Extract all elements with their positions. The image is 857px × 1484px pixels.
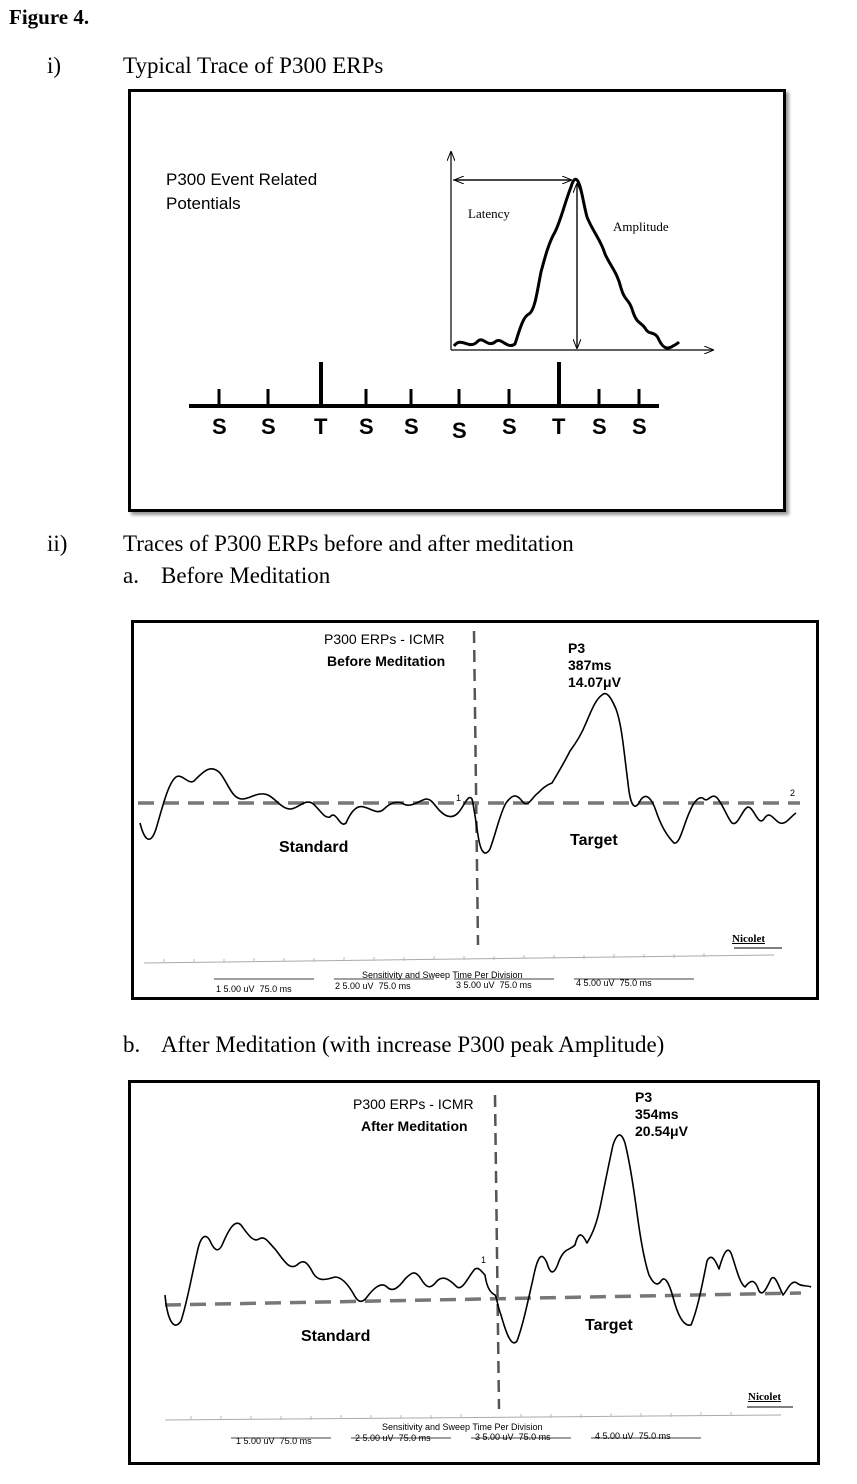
before-standard-label: Standard — [279, 839, 349, 856]
section-i-title: Typical Trace of P300 ERPs — [123, 53, 384, 78]
after-channel-2: 2 5.00 uV 75.0 ms — [355, 1433, 431, 1443]
figure-title: Figure 4. — [9, 5, 90, 29]
section-i-number: i) — [47, 53, 62, 78]
before-channel-4: 4 5.00 uV 75.0 ms — [576, 978, 652, 988]
before-erp-title: P300 ERPs - ICMR — [324, 631, 445, 647]
after-channel-1: 1 5.00 uV 75.0 ms — [236, 1436, 312, 1446]
p300-heading-line1: P300 Event Related — [166, 170, 318, 189]
stimulus-letter: S — [359, 414, 374, 439]
after-erp-trace — [131, 1083, 817, 1462]
before-waveform — [140, 694, 796, 854]
after-waveform — [165, 1135, 811, 1343]
before-channel-3: 3 5.00 uV 75.0 ms — [456, 980, 532, 990]
before-sensitivity-title: Sensitivity and Sweep Time Per Division — [362, 970, 523, 980]
before-channel-2: 2 5.00 uV 75.0 ms — [335, 981, 411, 991]
before-channel-1: 1 5.00 uV 75.0 ms — [216, 984, 292, 994]
after-caption-letter: b. — [123, 1032, 141, 1057]
before-marker-1: 1 — [456, 793, 462, 803]
before-peak-amplitude: 14.07μV — [568, 674, 621, 690]
latency-label: Latency — [468, 206, 510, 221]
stimulus-letter: S — [404, 414, 419, 439]
after-standard-label: Standard — [301, 1328, 371, 1345]
after-channel-4: 4 5.00 uV 75.0 ms — [595, 1431, 671, 1441]
baseline — [165, 1293, 801, 1305]
before-erp-subtitle: Before Meditation — [327, 653, 446, 669]
before-caption-letter: a. — [123, 563, 139, 588]
before-caption: Before Meditation — [161, 563, 331, 588]
after-erp-title: P300 ERPs - ICMR — [353, 1096, 474, 1112]
after-brand-logo: Nicolet — [748, 1391, 781, 1403]
after-peak-amplitude: 20.54μV — [635, 1123, 688, 1139]
after-channel-3: 3 5.00 uV 75.0 ms — [475, 1432, 551, 1442]
stimulus-letter: S — [592, 414, 607, 439]
after-erp-subtitle: After Meditation — [361, 1118, 468, 1134]
stimulus-letter: S — [632, 414, 647, 439]
typical-trace-diagram — [131, 92, 783, 509]
p300-heading-line2: Potentials — [166, 194, 241, 213]
stimulus-letter: S — [502, 414, 517, 439]
after-peak-name: P3 — [635, 1089, 653, 1105]
stimulus-ticks — [219, 362, 639, 406]
stimulus-onset-divider — [474, 631, 478, 945]
after-sensitivity-title: Sensitivity and Sweep Time Per Division — [382, 1422, 543, 1432]
before-meditation-panel — [131, 620, 819, 1000]
before-marker-2: 2 — [790, 788, 796, 798]
section-ii-number: ii) — [47, 531, 68, 556]
typical-trace-panel — [128, 89, 786, 512]
after-caption: After Meditation (with increase P300 peak Amplitude) — [161, 1032, 665, 1057]
before-erp-trace — [134, 623, 816, 997]
stimulus-letter: S — [212, 414, 227, 439]
stimulus-onset-divider — [495, 1095, 499, 1409]
after-meditation-panel — [128, 1080, 820, 1465]
after-target-label: Target — [585, 1317, 633, 1334]
before-brand-logo: Nicolet — [732, 933, 765, 945]
after-marker-1: 1 — [481, 1255, 487, 1265]
stimulus-letter: T — [552, 414, 566, 439]
stimulus-letter: T — [314, 414, 328, 439]
before-peak-latency: 387ms — [568, 657, 612, 673]
amplitude-label: Amplitude — [613, 219, 669, 234]
before-target-label: Target — [570, 832, 618, 849]
stimulus-letter: S — [261, 414, 276, 439]
section-ii-title: Traces of P300 ERPs before and after meditation — [123, 531, 574, 556]
stimulus-letter: S — [452, 418, 467, 443]
after-peak-latency: 354ms — [635, 1106, 679, 1122]
typical-waveform — [454, 179, 679, 348]
before-peak-name: P3 — [568, 640, 586, 656]
